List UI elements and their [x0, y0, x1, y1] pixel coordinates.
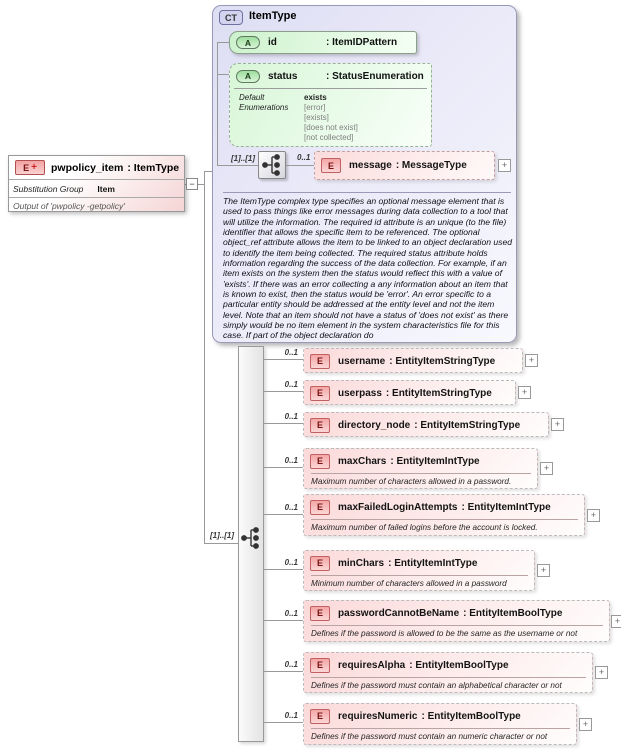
element-type: : EntityItemBoolType [463, 607, 563, 619]
element-icon: E [310, 386, 330, 401]
element-node-directory-node[interactable] [303, 412, 549, 437]
connector-line [264, 391, 303, 392]
element-doc: Defines if the password must contain an alphabetical character or not [311, 681, 562, 690]
attribute-node-id[interactable] [229, 31, 417, 54]
root-element-type: : ItemType [127, 161, 180, 174]
expand-button[interactable]: + [551, 418, 564, 431]
element-icon: E [310, 658, 330, 673]
cardinality-label: 0..1 [284, 503, 298, 512]
expand-button[interactable]: + [595, 666, 608, 679]
cardinality-label: 0..1 [297, 153, 311, 162]
divider [234, 88, 427, 89]
connector-line [217, 42, 229, 43]
attribute-icon: A [236, 70, 260, 83]
element-name: directory_node [338, 419, 411, 431]
enumeration-value: [does not exist] [304, 123, 358, 132]
cardinality-label: [1]..[1] [231, 154, 255, 163]
default-label: Default [239, 93, 265, 102]
element-type: : EntityItemIntType [390, 455, 480, 467]
attribute-type: : ItemIDPattern [326, 37, 398, 48]
expand-button[interactable]: + [611, 615, 621, 628]
expand-button[interactable]: + [540, 462, 553, 475]
connector-line [264, 722, 303, 723]
cardinality-label: 0..1 [284, 380, 298, 389]
sequence-icon [262, 153, 282, 177]
attribute-name: status [268, 70, 298, 82]
element-icon: E [310, 556, 330, 571]
sequence-compositor-button[interactable] [258, 151, 286, 179]
element-name: userpass [338, 387, 382, 399]
element-type: : EntityItemStringType [389, 355, 496, 367]
enumerations-label: Enumerations [239, 103, 289, 112]
element-node-passwordCannotBeName[interactable] [303, 600, 610, 642]
cardinality-label: 0..1 [284, 348, 298, 357]
element-node-maxChars[interactable] [303, 448, 538, 489]
cardinality-label: 0..1 [284, 660, 298, 669]
root-note: Output of 'pwpolicy -getpolicy' [13, 201, 125, 211]
element-name: username [338, 355, 386, 367]
connector-line [264, 514, 303, 515]
attribute-name: id [268, 37, 277, 48]
element-node-requiresAlpha[interactable] [303, 652, 593, 693]
element-doc: Defines if the password must contain an numeric character or not [311, 732, 548, 741]
element-name: requiresNumeric [338, 710, 418, 722]
default-value: exists [304, 93, 327, 102]
substitution-group-row [9, 180, 184, 198]
expand-button[interactable]: + [518, 386, 531, 399]
element-name: maxChars [338, 455, 387, 467]
element-icon: E [310, 454, 330, 469]
element-icon: E [310, 606, 330, 621]
collapse-button[interactable]: − [186, 178, 198, 190]
complex-type-icon: CT [219, 10, 243, 25]
element-node-minChars[interactable] [303, 550, 535, 591]
element-plus-icon: E + [15, 160, 45, 175]
connector-line [286, 165, 314, 166]
connector-line [217, 165, 258, 166]
enumeration-value: [not collected] [304, 133, 354, 142]
cardinality-label: 0..1 [284, 456, 298, 465]
element-icon: E [310, 418, 330, 433]
element-type: : EntityItemIntType [461, 501, 551, 513]
element-name: message [349, 160, 392, 171]
attribute-node-status[interactable] [229, 63, 432, 147]
element-icon: E [321, 158, 341, 173]
cardinality-label: [1]..[1] [210, 531, 234, 540]
complex-type-node[interactable] [212, 5, 517, 343]
connector-line [264, 620, 303, 621]
substitution-group-label: Substitution Group [13, 183, 84, 194]
connector-line [264, 467, 303, 468]
element-doc: Maximum number of failed logins before the account is locked. [311, 523, 538, 532]
element-type: : MessageType [395, 160, 467, 171]
element-doc: Maximum number of characters allowed in a password. [311, 477, 512, 486]
facet-values [304, 93, 358, 143]
element-name: passwordCannotBeName [338, 607, 460, 619]
connector-line [264, 671, 303, 672]
element-name: requiresAlpha [338, 659, 406, 671]
element-node-username[interactable] [303, 348, 523, 373]
expand-button[interactable]: + [587, 509, 600, 522]
cardinality-label: 0..1 [284, 609, 298, 618]
element-name: minChars [338, 557, 385, 569]
attribute-icon: A [236, 36, 260, 49]
element-icon: E [310, 354, 330, 369]
enumeration-value: [exists] [304, 113, 329, 122]
expand-button[interactable]: + [537, 564, 550, 577]
connector-line [264, 569, 303, 570]
root-element-node[interactable] [8, 155, 185, 212]
complex-type-title: ItemType [249, 10, 297, 22]
element-type: : EntityItemStringType [414, 419, 521, 431]
element-icon: E [310, 500, 330, 515]
root-element-title [9, 156, 184, 180]
element-doc: Minimum number of characters allowed in a password [311, 579, 507, 588]
expand-button[interactable]: + [579, 718, 592, 731]
connector-line [217, 42, 218, 165]
connector-line [264, 423, 303, 424]
element-doc: Defines if the password is allowed to be the same as the username or not [311, 629, 578, 638]
cardinality-label: 0..1 [284, 711, 298, 720]
element-node-message[interactable] [314, 151, 495, 180]
element-type: : EntityItemIntType [388, 557, 478, 569]
root-element-name: pwpolicy_item [51, 161, 124, 174]
attribute-type: : StatusEnumeration [326, 70, 424, 82]
sequence-icon [241, 525, 261, 551]
attribute-header [230, 64, 431, 88]
element-node-requiresNumeric[interactable] [303, 703, 577, 745]
substitution-group-value: Item [97, 183, 115, 194]
cardinality-label: 0..1 [284, 412, 298, 421]
expand-button[interactable]: + [525, 354, 538, 367]
element-node-maxFailedLoginAttempts[interactable] [303, 494, 585, 536]
facet-labels [239, 93, 288, 113]
element-node-userpass[interactable] [303, 380, 516, 405]
cardinality-label: 0..1 [284, 558, 298, 567]
expand-button[interactable]: + [498, 159, 511, 172]
element-type: : EntityItemStringType [385, 387, 492, 399]
enumeration-value: [error] [304, 103, 326, 112]
element-icon: E [310, 709, 330, 724]
element-name: maxFailedLoginAttempts [338, 501, 458, 513]
element-type: : EntityItemBoolType [421, 710, 521, 722]
connector-line [217, 74, 229, 75]
divider [223, 192, 511, 193]
connector-line [204, 171, 205, 544]
connector-line [264, 359, 303, 360]
element-type: : EntityItemBoolType [409, 659, 509, 671]
documentation-text: The ItemType complex type specifies an optional message element that is used to pass things like error messages during data collection to a tool that will utilize the information. The required id attribute is an unique (to the file) identifier that allows the specific item to be referenced. The optional object_ref attribute allows the item to be linked to an object declaration used to identify the item being collected. The required status attribute holds information regarding the success of the data collection. For example, if an item exists on the system then the status would reflect this with a value of 'exists'. If there was an error collecting a any information about an item that is known to exist, then the status would be 'error'. An error specific to a particular entity should be addressed at the entity level and not the item level. Note that an item should not have a status of 'does not exist' as there simply would be no item element in the system characteristics file for this case. If part of the object declaration do [223, 196, 513, 341]
